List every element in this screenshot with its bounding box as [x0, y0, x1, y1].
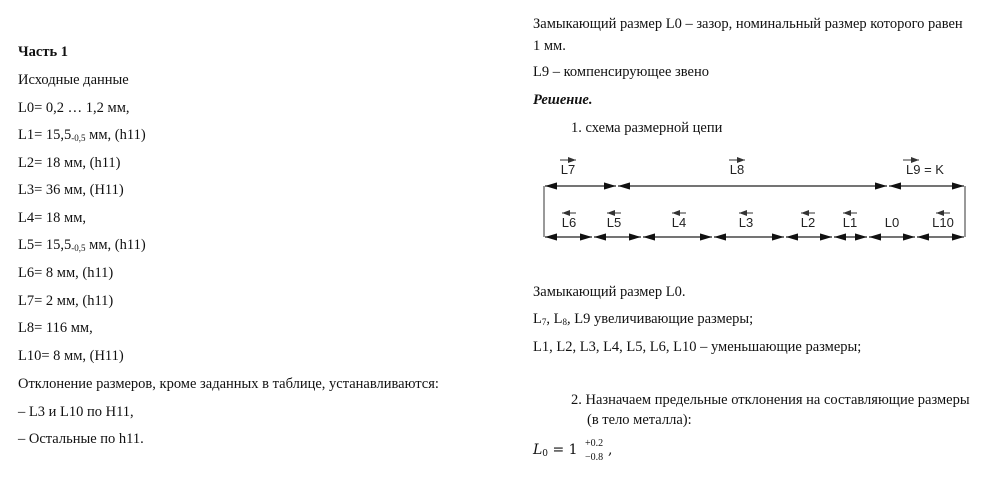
solution-heading: Решение.	[533, 92, 593, 108]
dim-l0: L0= 0,2 … 1,2 мм,	[18, 100, 130, 116]
closing-size: Замыкающий размер L0.	[533, 284, 686, 300]
formula-lower: −0.8	[585, 452, 604, 463]
increasing-sizes: $L_7$, $L_8$, L9 увеличивающие размеры;	[533, 311, 754, 327]
label-l4: L4	[671, 215, 687, 230]
dim-l6: L6= 8 мм, (h11)	[18, 265, 114, 281]
step-2-note: (в тело металла):	[587, 412, 692, 428]
label-l0: L0	[884, 215, 900, 230]
dim-l3: L3= 36 мм, (H11)	[18, 182, 124, 198]
label-l6: L6	[561, 215, 577, 230]
section-heading: Часть 1	[18, 44, 68, 60]
dim-l7: L7= 2 мм, (h11)	[18, 293, 114, 309]
step-2: 2. Назначаем предельные отклонения на составляющие размеры	[571, 392, 970, 408]
dim-l5: $L5= 15,5_{-0,5}$ мм, (h11)	[18, 237, 146, 253]
formula-l0: $L_0 = 1$ ,	[533, 442, 613, 459]
rule-2: – Остальные по h11.	[18, 431, 144, 447]
dim-l10: L10= 8 мм, (H11)	[18, 348, 124, 364]
step-1: 1. схема размерной цепи	[571, 120, 723, 136]
dim-l4: L4= 18 мм,	[18, 210, 87, 226]
label-l1: L1	[842, 215, 858, 230]
label-l10: L10	[932, 215, 954, 230]
source-data-label: Исходные данные	[18, 72, 129, 88]
label-2: L9 = K	[906, 162, 944, 177]
dimension-chain-diagram	[530, 150, 980, 250]
decreasing-sizes: L1, L2, L3, L4, L5, L6, L10 – уменьшающие размеры;	[533, 339, 862, 355]
label-0: L7	[560, 162, 576, 177]
label-1: L8	[729, 162, 745, 177]
dim-l8: L8= 116 мм,	[18, 320, 93, 336]
dim-l1: $L1= 15,5_{-0,5}$ мм, (h11)	[18, 127, 146, 143]
label-l2: L2	[800, 215, 816, 230]
closing-desc-1: Замыкающий размер L0 – зазор, номинальный размер которого равен	[533, 16, 963, 32]
closing-desc-2: 1 мм.	[533, 38, 566, 54]
formula-upper: +0.2	[585, 438, 604, 449]
rule-1: – L3 и L10 по H11,	[18, 404, 134, 420]
deviation-text: Отклонение размеров, кроме заданных в таблице, устанавливаются:	[18, 376, 439, 392]
compensating-text: L9 – компенсирующее звено	[533, 64, 709, 80]
label-l5: L5	[606, 215, 622, 230]
dim-l2: L2= 18 мм, (h11)	[18, 155, 121, 171]
label-l3: L3	[738, 215, 754, 230]
